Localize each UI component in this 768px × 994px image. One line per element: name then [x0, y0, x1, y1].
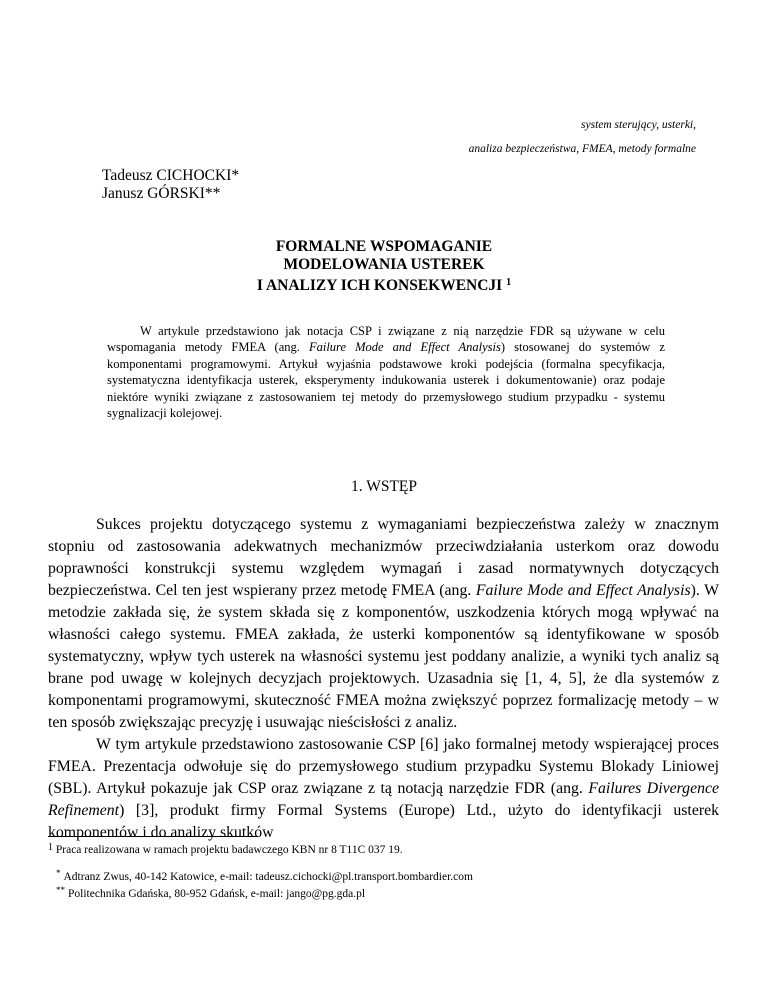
title-line-1: FORMALNE WSPOMAGANIE: [275, 238, 493, 255]
footnote-separator: [48, 836, 258, 837]
paragraph-1-text-1: Sukces projektu dotyczącego systemu z wymaganiami bezpieczeństwa zależy w znacznym stopniu od zastosowania adekwatnych mechanizmów przeciwdziałania usterkom oraz dowodu poprawności konstrukcji systemu względem wymagań i zasad normatywnych dotyczących bezpieczeństwa. Cel ten jest wspierany przez metodę FMEA (ang.: [48, 516, 719, 599]
author-1: Tadeusz CICHOCKI*: [102, 167, 240, 184]
author-2: Janusz GÓRSKI**: [102, 185, 221, 202]
footnote-1-text: Praca realizowana w ramach projektu badawczego KBN nr 8 T11C 037 19.: [55, 844, 403, 856]
footnote-1-mark: 1: [48, 842, 53, 853]
title-line-3: [0, 274, 768, 295]
paragraph-2-text-2: ) [3], produkt firmy Formal Systems (Europe) Ltd., użyto do identyfikacji usterek komponentów i do analizy skutków: [48, 802, 719, 841]
paragraph-2-text-1: W tym artykule przedstawiono zastosowanie CSP [6] jako formalnej metody wspierającej proces FMEA. Prezentacja odwołuje się do przemysłowego studium przypadku Systemu Blokady Liniowej (SBL). Artykuł pokazuje jak CSP oraz związane z tą notacją narzędzie FDR (ang.: [48, 736, 719, 797]
title-line-3-text: I ANALIZY ICH KONSEKWENCJI: [256, 277, 503, 294]
paragraph-1: [48, 514, 719, 734]
abstract: [107, 323, 665, 421]
abstract-text-2: ) stosowanej do systemów z komponentami programowymi. Artykuł wyjaśnia podstawowe kroki podejścia (formalna specyfikacja, systematyczna identyfikacja usterek, eksperymenty indukowania usterek i dokumentowanie) oraz podaje niektóre wyniki związane z zastosowaniem tej metody do przemysłowego studium przypadku - systemu sygnalizacji kolejowej.: [107, 340, 665, 421]
paper-title: [0, 238, 768, 295]
paragraph-1-emphasis: Failure Mode and Effect Analysis: [475, 582, 691, 599]
abstract-text-1: W artykule przedstawiono jak notacja CSP i związane z nią narzędzie FDR są używane w celu wspomagania metody FMEA (ang.: [107, 324, 665, 355]
footnote-1: [48, 842, 403, 856]
footnote-3-text: Politechnika Gdańska, 80-952 Gdańsk, e-mail: jango@pg.gda.pl: [68, 888, 366, 900]
section-heading: 1. WSTĘP: [350, 478, 418, 495]
title-footnote-mark: 1: [506, 277, 512, 288]
footnote-2-text: Adtranz Zwus, 40-142 Katowice, e-mail: tadeusz.cichocki@pl.transport.bombardier.com: [63, 871, 473, 883]
paragraph-2-emphasis: Failures Divergence Refinement: [48, 780, 720, 819]
footnote-2: [56, 868, 473, 883]
footnote-3: [56, 885, 365, 900]
footnote-2-mark: *: [56, 868, 61, 878]
abstract-emphasis: Failure Mode and Effect Analysis: [308, 340, 501, 355]
paragraph-2: [48, 734, 719, 844]
body-text: [48, 514, 719, 844]
footnote-3-mark: **: [56, 885, 65, 895]
paragraph-1-text-2: ). W metodzie zakłada się, że system składa się z komponentów, uszkodzenia których mogą wpływać na własności całego systemu. FMEA zakłada, że usterki komponentów są identyfikowane w sposób systematyczny, wpływ tych usterek na własności systemu jest poddany analizie, a wyniki tych analiz są brane pod uwagę w kolejnych decyzjach projektowych. Uzasadnia się [1, 4, 5], że dla systemów z komponentami programowymi, skuteczność FMEA można zwiększyć poprzez formalizację metody – w ten sposób zwiększając precyzję i usuwając nieścisłości z analiz.: [48, 582, 720, 731]
title-line-2: MODELOWANIA USTEREK: [283, 256, 485, 273]
keywords-line-1: system sterujący, usterki,: [581, 119, 696, 131]
keywords-line-2: analiza bezpieczeństwa, FMEA, metody formalne: [468, 143, 696, 155]
